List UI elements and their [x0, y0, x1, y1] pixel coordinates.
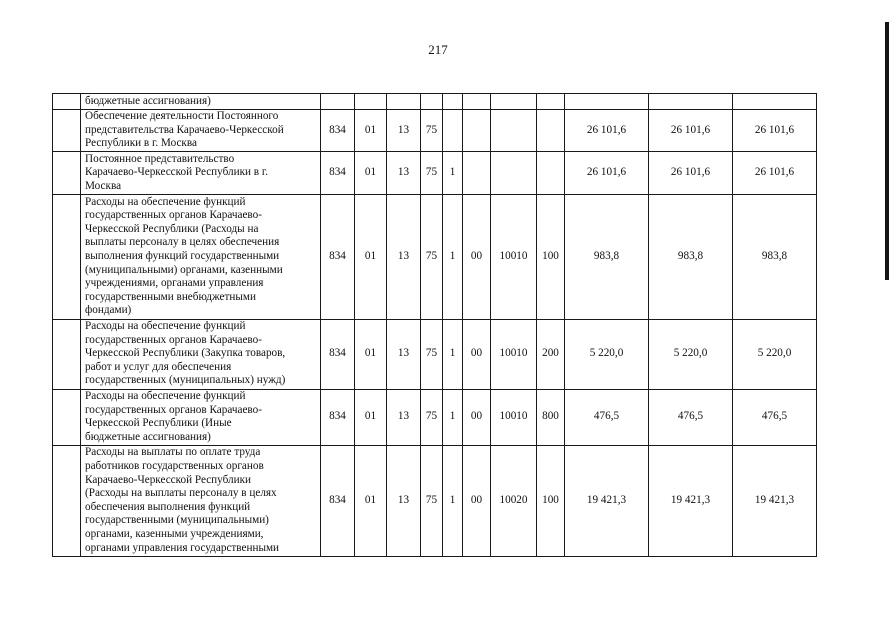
program-code-cell: 75 — [421, 195, 443, 319]
amount-year2-cell — [649, 94, 733, 110]
event-code-cell: 00 — [463, 319, 491, 389]
scan-edge-mark — [885, 22, 889, 280]
amount-year2-cell: 26 101,6 — [649, 109, 733, 152]
description-line: представительства Карачаево-Черкесской — [85, 123, 284, 136]
ministry-code-cell: 834 — [321, 195, 355, 319]
program-code-cell: 75 — [421, 319, 443, 389]
section-code-cell — [355, 94, 387, 110]
subprogram-code-cell — [443, 109, 463, 152]
description-line: Карачаево-Черкесской Республики в г. — [85, 166, 269, 179]
expense-type-code-cell: 800 — [537, 389, 565, 445]
expense-type-code-cell — [537, 109, 565, 152]
section-code-cell: 01 — [355, 445, 387, 556]
program-code-cell: 75 — [421, 445, 443, 556]
section-code-cell: 01 — [355, 195, 387, 319]
amount-year2-cell: 476,5 — [649, 389, 733, 445]
row-number-cell — [53, 445, 81, 556]
amount-year1-cell: 26 101,6 — [565, 152, 649, 195]
ministry-code-cell: 834 — [321, 319, 355, 389]
amount-year2-cell: 19 421,3 — [649, 445, 733, 556]
description-line: государственных органов Карачаево- — [85, 333, 262, 346]
table-row — [53, 389, 817, 445]
description-line: выполнения функций государственными — [85, 250, 280, 263]
description-line: Постоянное представительство — [85, 152, 235, 165]
row-number-cell — [53, 195, 81, 319]
expense-type-code-cell: 200 — [537, 319, 565, 389]
subprogram-code-cell: 1 — [443, 152, 463, 195]
description-line: работ и услуг для обеспечения — [85, 360, 232, 373]
description-line: Республики в г. Москва — [85, 137, 197, 150]
description-line: Москва — [85, 180, 122, 193]
description-line: Черкесской Республики (Расходы на — [85, 222, 259, 235]
direction-code-cell — [491, 152, 537, 195]
description-line: бюджетные ассигнования) — [85, 94, 211, 107]
amount-year1-cell: 26 101,6 — [565, 109, 649, 152]
description-line: (муниципальными) органами, казенными — [85, 263, 283, 276]
event-code-cell — [463, 109, 491, 152]
description-line: бюджетные ассигнования) — [85, 430, 211, 443]
section-code-cell: 01 — [355, 152, 387, 195]
description-line: государственными внебюджетными — [85, 290, 256, 303]
direction-code-cell — [491, 94, 537, 110]
section-code-cell: 01 — [355, 109, 387, 152]
budget-table — [52, 93, 817, 557]
amount-year1-cell — [565, 94, 649, 110]
description-cell — [81, 152, 321, 195]
section-code-cell: 01 — [355, 319, 387, 389]
amount-year1-cell: 5 220,0 — [565, 319, 649, 389]
ministry-code-cell: 834 — [321, 152, 355, 195]
subprogram-code-cell: 1 — [443, 319, 463, 389]
event-code-cell: 00 — [463, 445, 491, 556]
description-line: фондами) — [85, 304, 132, 317]
description-line: органами, казенными учреждениями, — [85, 528, 264, 541]
table-row — [53, 195, 817, 319]
subsection-code-cell: 13 — [387, 152, 421, 195]
table-row — [53, 445, 817, 556]
row-number-cell — [53, 389, 81, 445]
description-line: Черкесской Республики (Закупка товаров, — [85, 347, 286, 360]
program-code-cell: 75 — [421, 389, 443, 445]
direction-code-cell: 10010 — [491, 195, 537, 319]
description-line: органами управления государственными — [85, 541, 280, 554]
event-code-cell — [463, 152, 491, 195]
amount-year3-cell: 983,8 — [733, 195, 817, 319]
program-code-cell — [421, 94, 443, 110]
row-number-cell — [53, 152, 81, 195]
amount-year1-cell: 983,8 — [565, 195, 649, 319]
description-line: Расходы на обеспечение функций — [85, 320, 246, 333]
expense-type-code-cell: 100 — [537, 445, 565, 556]
amount-year2-cell: 983,8 — [649, 195, 733, 319]
event-code-cell: 00 — [463, 195, 491, 319]
amount-year3-cell: 5 220,0 — [733, 319, 817, 389]
description-line: Расходы на обеспечение функций — [85, 390, 246, 403]
program-code-cell: 75 — [421, 109, 443, 152]
description-cell — [81, 109, 321, 152]
description-cell — [81, 389, 321, 445]
ministry-code-cell — [321, 94, 355, 110]
description-line: государственными (муниципальными) — [85, 514, 269, 527]
description-line: Расходы на выплаты по оплате труда — [85, 446, 261, 459]
event-code-cell — [463, 94, 491, 110]
subsection-code-cell: 13 — [387, 445, 421, 556]
subprogram-code-cell: 1 — [443, 445, 463, 556]
expense-type-code-cell — [537, 152, 565, 195]
description-line: учреждениями, органами управления — [85, 277, 264, 290]
description-cell — [81, 319, 321, 389]
amount-year3-cell: 476,5 — [733, 389, 817, 445]
description-cell — [81, 195, 321, 319]
row-number-cell — [53, 319, 81, 389]
table-row — [53, 94, 817, 110]
row-number-cell — [53, 109, 81, 152]
page-number: 217 — [428, 42, 448, 57]
direction-code-cell: 10010 — [491, 319, 537, 389]
amount-year3-cell — [733, 94, 817, 110]
program-code-cell: 75 — [421, 152, 443, 195]
description-line: Черкесской Республики (Иные — [85, 417, 232, 430]
event-code-cell: 00 — [463, 389, 491, 445]
description-line: работников государственных органов — [85, 460, 264, 473]
description-cell — [81, 94, 321, 110]
description-line: государственных органов Карачаево- — [85, 209, 262, 222]
subsection-code-cell: 13 — [387, 389, 421, 445]
subprogram-code-cell: 1 — [443, 389, 463, 445]
subsection-code-cell: 13 — [387, 319, 421, 389]
description-line: Карачаево-Черкесской Республики — [85, 473, 252, 486]
ministry-code-cell: 834 — [321, 109, 355, 152]
description-line: (Расходы на выплаты персоналу в целях — [85, 487, 277, 500]
amount-year3-cell: 26 101,6 — [733, 152, 817, 195]
amount-year3-cell: 19 421,3 — [733, 445, 817, 556]
direction-code-cell: 10010 — [491, 389, 537, 445]
ministry-code-cell: 834 — [321, 445, 355, 556]
table-row — [53, 109, 817, 152]
description-line: государственных органов Карачаево- — [85, 403, 262, 416]
amount-year1-cell: 476,5 — [565, 389, 649, 445]
table-row — [53, 152, 817, 195]
subsection-code-cell — [387, 94, 421, 110]
amount-year2-cell: 5 220,0 — [649, 319, 733, 389]
table-row — [53, 319, 817, 389]
subprogram-code-cell: 1 — [443, 195, 463, 319]
description-line: Расходы на обеспечение функций — [85, 195, 246, 208]
direction-code-cell — [491, 109, 537, 152]
description-line: государственных (муниципальных) нужд) — [85, 374, 286, 387]
direction-code-cell: 10020 — [491, 445, 537, 556]
description-line: обеспечения выполнения функций — [85, 500, 251, 513]
expense-type-code-cell: 100 — [537, 195, 565, 319]
subprogram-code-cell — [443, 94, 463, 110]
section-code-cell: 01 — [355, 389, 387, 445]
expense-type-code-cell — [537, 94, 565, 110]
description-cell — [81, 445, 321, 556]
ministry-code-cell: 834 — [321, 389, 355, 445]
subsection-code-cell: 13 — [387, 109, 421, 152]
description-line: выплаты персоналу в целях обеспечения — [85, 236, 280, 249]
amount-year1-cell: 19 421,3 — [565, 445, 649, 556]
row-number-cell — [53, 94, 81, 110]
amount-year3-cell: 26 101,6 — [733, 109, 817, 152]
amount-year2-cell: 26 101,6 — [649, 152, 733, 195]
description-line: Обеспечение деятельности Постоянного — [85, 110, 279, 123]
subsection-code-cell: 13 — [387, 195, 421, 319]
